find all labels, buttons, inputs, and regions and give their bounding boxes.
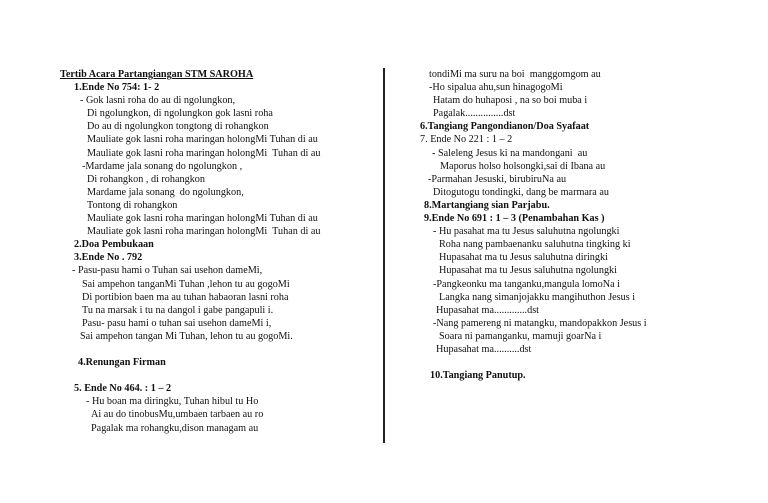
right-column-line: Langka nang simanjojakku mangihuthon Jesus i — [439, 291, 636, 303]
left-column-line: - Pasu-pasu hami o Tuhan sai usehon dameMi, — [72, 265, 263, 277]
left-column-line: Sai ampehon tanganMi Tuhan ,lehon tu au gogoMi — [82, 278, 290, 290]
right-column-line: Hupasahat ma.............dst — [436, 304, 539, 316]
left-column-line: - Hu boan ma diringku, Tuhan hibul tu Ho — [86, 396, 259, 408]
left-column-line: 5. Ende No 464. : 1 – 2 — [74, 383, 172, 395]
right-column-line: 8.Martangiang sian Parjabu. — [424, 199, 550, 211]
left-column-line: 3.Ende No . 792 — [74, 252, 143, 264]
right-column-line: 7. Ende No 221 : 1 – 2 — [420, 134, 513, 146]
left-column-line: Mauliate gok lasni roha maringan holongMi Tuhan di au — [87, 147, 321, 159]
left-column-line: Tu na marsak i tu na dangol i gabe pangapuli i. — [82, 304, 274, 316]
right-column-line: Pagalak...............dst — [433, 108, 516, 120]
left-column-line: Tontong di rohangkon — [87, 199, 178, 211]
left-column-line: Tertib Acara Partangiangan STM SAROHA — [60, 69, 254, 80]
right-column-line: Maporus holso holsongki,sai di Ibana au — [440, 160, 606, 172]
left-column-line: Mauliate gok lasni roha maringan holongMi Tuhan di au — [87, 134, 318, 146]
right-column-line: Ditogutogu tondingki, dang be marmara au — [433, 186, 609, 198]
left-column-line: Ai au do tinobusMu,umbaen tarbaen au ro — [91, 409, 264, 421]
left-column-line: Pagalak ma rohangku,dison managam au — [91, 422, 259, 434]
right-column-line — [420, 356, 750, 369]
left-column-line: Mauliate gok lasni roha maringan holongMi Tuhan di au — [87, 213, 318, 225]
right-column-line: Hupasahat ma..........dst — [436, 343, 532, 355]
left-column-line: Di ngolungkon, di ngolungkon gok lasni roha — [87, 108, 273, 120]
left-column-line: 4.Renungan Firman — [78, 357, 166, 369]
right-column-line: - Saleleng Jesus ki na mandongani au — [432, 147, 588, 159]
left-column-line — [60, 369, 378, 382]
right-column-line: 9.Ende No 691 : 1 – 3 (Penambahan Kas ) — [424, 213, 605, 225]
right-column-line: 6.Tangiang Pangondianon/Doa Syafaat — [420, 121, 590, 133]
left-column-line: Di portibion baen ma au tuhan habaoran lasni roha — [82, 291, 289, 303]
right-column — [420, 68, 750, 382]
right-column-line: Hatam do huhaposi , na so boi muba i — [433, 95, 588, 107]
right-column-line: Roha nang pambaenanku saluhutna tingking ki — [439, 239, 631, 251]
right-column-line: Soara ni pamanganku, mamuji goarNa i — [439, 330, 602, 342]
right-column-line: tondiMi ma suru na boi manggomgom au — [429, 69, 601, 80]
left-column-line: - Gok lasni roha do au di ngolungkon, — [80, 95, 236, 107]
right-column-line: -Ho sipalua ahu,sun hinagogoMi — [429, 82, 563, 94]
left-column-line: 2.Doa Pembukaan — [74, 239, 154, 251]
left-column-line: Di rohangkon , di rohangkon — [87, 173, 205, 185]
left-column-line — [60, 343, 378, 356]
left-column-line: Do au di ngolungkon tongtong di rohangkon — [87, 121, 269, 133]
left-column-line: Pasu- pasu hami o tuhan sai usehon dameMi i, — [82, 317, 272, 329]
left-column-line: Mauliate gok lasni roha maringan holongMi Tuhan di au — [87, 226, 321, 238]
left-column-line: 1.Ende No 754: 1- 2 — [74, 82, 160, 94]
right-column-line: 10.Tangiang Panutup. — [430, 370, 526, 382]
left-column-line: -Mardame jala sonang do ngolungkon , — [82, 160, 243, 172]
right-column-line: Hupasahat ma tu Jesus saluhutna diringki — [439, 252, 608, 264]
right-column-line: -Pangkeonku ma tanganku,mangula lomoNa i — [433, 278, 621, 290]
left-column-line: Mardame jala sonang do ngolungkon, — [87, 186, 244, 198]
right-column-line: -Nang pamereng ni matangku, mandopakkon Jesus i — [433, 317, 647, 329]
right-column-line: Hupasahat ma tu Jesus saluhutna ngolungki — [439, 265, 617, 277]
column-divider — [383, 68, 385, 443]
left-column — [60, 68, 378, 435]
left-column-line: Sai ampehon tangan Mi Tuhan, lehon tu au gogoMi. — [80, 330, 293, 342]
right-column-line: -Parmahan Jesuski, birubiruNa au — [428, 173, 567, 185]
right-column-line: - Hu pasahat ma tu Jesus saluhutna ngolungki — [433, 226, 620, 238]
